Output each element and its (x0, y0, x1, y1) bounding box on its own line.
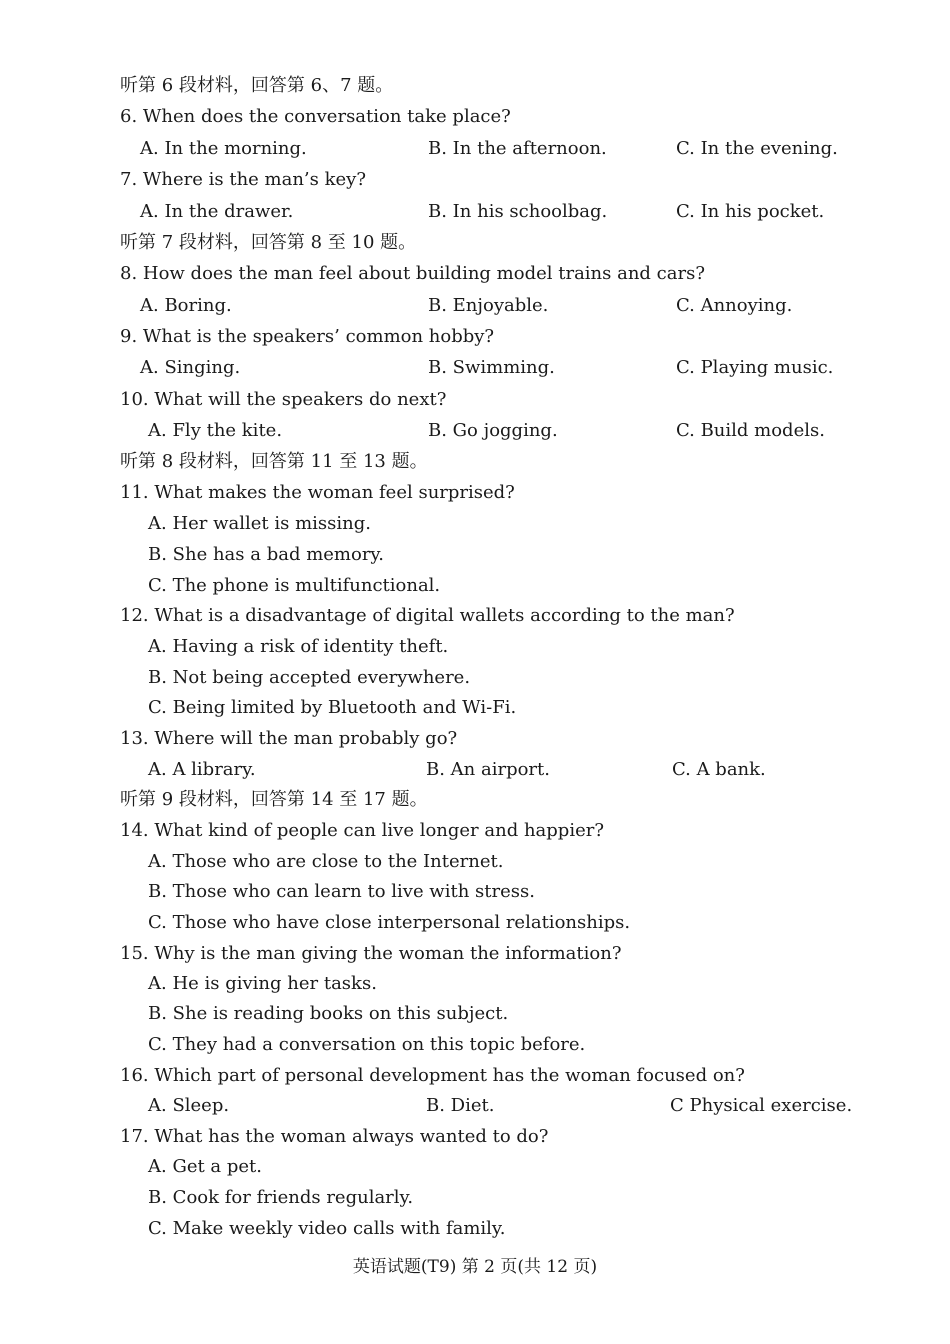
option-a: A. In the drawer. (140, 201, 294, 222)
section-heading: 听第 8 段材料，回答第 11 至 13 题。 (120, 451, 428, 472)
option-c: C. Build models. (676, 420, 825, 441)
question-13-options (148, 754, 948, 785)
page-footer: 英语试题(T9) 第 2 页(共 12 页) (352, 1257, 598, 1277)
question-8-options (140, 290, 940, 321)
question-12-stem: 12. What is a disadvantage of digital wallets according to the man? (120, 605, 735, 626)
question-17-option-b: B. Cook for friends regularly. (148, 1187, 414, 1208)
section-heading: 听第 6 段材料，回答第 6、7 题。 (120, 75, 394, 96)
question-16-options (148, 1090, 948, 1121)
question-12-option-b: B. Not being accepted everywhere. (148, 667, 471, 688)
question-15-option-a: A. He is giving her tasks. (148, 973, 377, 994)
question-14-option-c: C. Those who have close interpersonal relationships. (148, 912, 631, 933)
option-a: A. Boring. (140, 295, 232, 316)
option-a: A. Singing. (140, 357, 241, 378)
option-c: C. A bank. (672, 759, 766, 780)
option-b: B. In the afternoon. (428, 138, 607, 159)
question-14-option-a: A. Those who are close to the Internet. (148, 851, 504, 872)
question-12-option-c: C. Being limited by Bluetooth and Wi-Fi. (148, 697, 517, 718)
option-b: B. Swimming. (428, 357, 555, 378)
question-11-option-b: B. She has a bad memory. (148, 544, 384, 565)
question-11-option-c: C. The phone is multifunctional. (148, 575, 441, 596)
option-c: C. Annoying. (676, 295, 793, 316)
question-15-option-b: B. She is reading books on this subject. (148, 1003, 509, 1024)
question-11-option-a: A. Her wallet is missing. (148, 513, 371, 534)
section-heading: 听第 9 段材料，回答第 14 至 17 题。 (120, 789, 428, 810)
question-14-stem: 14. What kind of people can live longer and happier? (120, 820, 604, 841)
option-a: A. Sleep. (148, 1095, 230, 1116)
option-c: C. In his pocket. (676, 201, 825, 222)
question-9-stem: 9. What is the speakers’ common hobby? (120, 326, 495, 347)
question-17-option-a: A. Get a pet. (148, 1156, 263, 1177)
option-a: A. In the morning. (140, 138, 307, 159)
option-a: A. A library. (148, 759, 256, 780)
question-17-stem: 17. What has the woman always wanted to do? (120, 1126, 549, 1147)
question-7-options (140, 196, 940, 227)
question-6-options (140, 133, 940, 164)
question-10-options (148, 415, 948, 446)
question-11-stem: 11. What makes the woman feel surprised? (120, 482, 515, 503)
question-13-stem: 13. Where will the man probably go? (120, 728, 458, 749)
option-b: B. In his schoolbag. (428, 201, 608, 222)
option-b: B. Go jogging. (428, 420, 558, 441)
question-6-stem: 6. When does the conversation take place? (120, 106, 511, 127)
option-a: A. Fly the kite. (148, 420, 283, 441)
question-14-option-b: B. Those who can learn to live with stress. (148, 881, 535, 902)
question-12-option-a: A. Having a risk of identity theft. (148, 636, 449, 657)
option-b: B. Enjoyable. (428, 295, 549, 316)
question-8-stem: 8. How does the man feel about building model trains and cars? (120, 263, 705, 284)
question-10-stem: 10. What will the speakers do next? (120, 389, 447, 410)
option-b: B. Diet. (426, 1095, 495, 1116)
option-b: B. An airport. (426, 759, 550, 780)
section-heading: 听第 7 段材料，回答第 8 至 10 题。 (120, 232, 417, 253)
option-c: C. Playing music. (676, 357, 834, 378)
question-17-option-c: C. Make weekly video calls with family. (148, 1218, 506, 1239)
option-c: C Physical exercise. (670, 1095, 853, 1116)
option-c: C. In the evening. (676, 138, 838, 159)
question-9-options (140, 352, 940, 383)
question-15-stem: 15. Why is the man giving the woman the information? (120, 943, 622, 964)
question-16-stem: 16. Which part of personal development has the woman focused on? (120, 1065, 745, 1086)
question-7-stem: 7. Where is the man’s key? (120, 169, 366, 190)
question-15-option-c: C. They had a conversation on this topic before. (148, 1034, 586, 1055)
